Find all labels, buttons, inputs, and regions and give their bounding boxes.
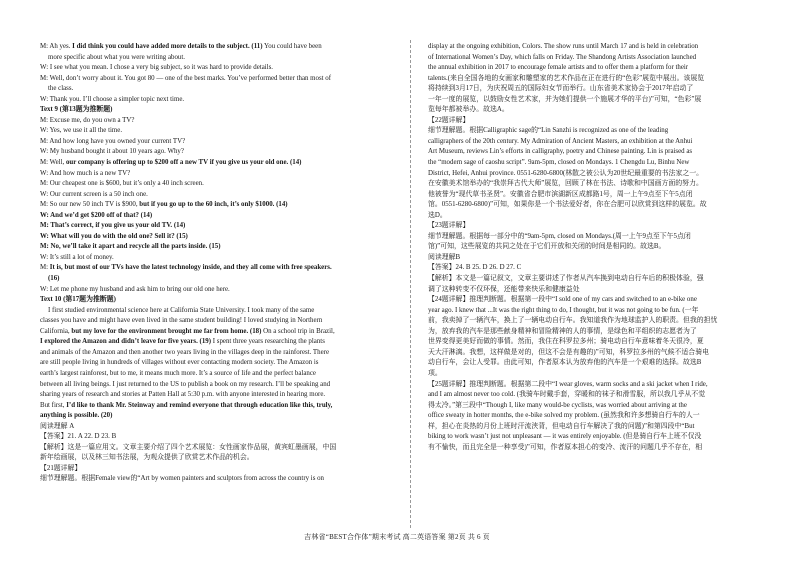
line-text: On a school trip in Brazil, xyxy=(261,327,335,335)
text-line xyxy=(40,74,392,85)
text-line xyxy=(428,105,758,116)
text-line xyxy=(428,74,758,85)
line-text: 【答案】24. B 25. D 26. D 27. C xyxy=(428,264,522,272)
line-text: 将持续到3月17日，为庆祝周五的国际妇女节而举行。山东省美术家协会于2017年启动了 xyxy=(428,85,694,93)
text-line xyxy=(428,232,758,243)
line-text: California, xyxy=(40,327,72,335)
text-line xyxy=(40,95,392,106)
line-text: 项。 xyxy=(428,369,442,377)
line-text: 在安徽美术馆举办的“我崇拜古代大师”展览，回顾了林在书法、诗歌和中国画方面的努力。 xyxy=(428,180,703,188)
line-text: M: Ah yes. xyxy=(40,43,73,50)
line-text: year ago. I knew that ...It was the right thing to do, I thought, but it was not going to be fun. (一年 xyxy=(428,306,699,314)
text-line xyxy=(428,95,758,106)
text-line xyxy=(40,358,392,369)
bold-text: I explored the Amazon and didn’t leave for five years. (19) xyxy=(40,338,212,346)
text-line xyxy=(40,158,392,169)
text-line xyxy=(40,380,392,391)
line-text: 细节理解题。根据Calligraphic sage的“Lin Sanzhi is recognized as one of the leading xyxy=(428,127,669,135)
line-text: Art Museum, reviews Lin’s efforts in calligraphy, poetry and Chinese painting. Lin is praised as xyxy=(428,148,693,156)
left-column xyxy=(40,42,392,485)
line-text: But first, xyxy=(40,401,67,409)
text-line xyxy=(428,274,758,285)
text-line xyxy=(428,337,758,348)
text-line xyxy=(40,453,392,464)
text-line xyxy=(40,116,392,127)
text-line xyxy=(40,137,392,148)
text-line xyxy=(40,390,392,401)
line-text: 得太冷。”第三段中“Though I, like many would-be cyclists, was worried about arriving at the xyxy=(428,401,687,409)
text-line xyxy=(40,337,392,348)
text-line xyxy=(40,63,392,74)
text-line xyxy=(428,295,758,306)
text-line xyxy=(428,42,758,53)
text-line xyxy=(428,211,758,222)
line-text: 【25题详解】推理判断题。根据第二段中“I wear gloves, warm socks and a ski jacket when I ride, xyxy=(428,380,708,388)
line-text: I first studied environmental science here at California State University. I took many of the same xyxy=(48,306,315,314)
text-line xyxy=(428,432,758,443)
line-text: 览每年都被举办。故选A。 xyxy=(428,106,509,114)
text-line xyxy=(428,411,758,422)
text-line xyxy=(40,422,392,433)
text-line xyxy=(428,390,758,401)
line-text: M: Well, don’t worry about it. You got 80 — one of the best marks. You’ve performed better than most of xyxy=(40,74,332,82)
text-line xyxy=(428,63,758,74)
line-text: 细节理解题。根据每一部分中的“9am-5pm, closed on Mondays.(周一上午9点至下午5点闭 xyxy=(428,232,691,240)
line-text: 【解析】这是一篇应用文。文章主要介绍了四个艺术展览：女性画家作品展，黄宾虹墨画展，中国 xyxy=(40,443,337,451)
line-text: 阅读理解B xyxy=(428,253,461,261)
line-text: 【21题详解】 xyxy=(40,464,82,472)
line-text: the annual exhibition in 2017 to encourage female artists and to offer them a platform for their xyxy=(428,64,689,72)
text-line xyxy=(40,42,392,53)
text-line xyxy=(40,169,392,180)
text-line xyxy=(40,464,392,475)
text-line xyxy=(428,380,758,391)
text-line xyxy=(428,316,758,327)
line-text: 天大汗淋漓。我想，这样做是对的，但这不会是有趣的)”可知，科罗拉多州的气候不适合骑电 xyxy=(428,348,709,356)
bold-text: (16) xyxy=(48,275,60,283)
text-line xyxy=(40,274,392,285)
line-text: 动自行车，会让人受罪。由此可知，作者原本认为放弃他的汽车是一个艰难的选择。故选B xyxy=(428,359,702,367)
line-text: the class. xyxy=(48,85,74,93)
bold-text: M: That’s correct, if you give us your old TV. (14) xyxy=(40,222,186,230)
line-text: the “modern sage of caoshu script”. 9am-5pm, closed on Mondays. 1 Chengdu Lu, Binhu New xyxy=(428,159,690,167)
text-line xyxy=(40,126,392,137)
text-line xyxy=(40,316,392,327)
text-line xyxy=(428,158,758,169)
line-text: 有不愉快，而且完全是一种享受)”可知，作者原本担心的变冷、流汗的问题几乎不存在，相 xyxy=(428,443,703,451)
line-text: W: Yes, we use it all the time. xyxy=(40,127,123,135)
line-text: W: I see what you mean. I chose a very big subject, so it was hard to provide details. xyxy=(40,64,274,72)
text-line xyxy=(428,443,758,454)
text-line xyxy=(428,126,758,137)
text-line xyxy=(428,348,758,359)
line-text: classes you have and might have even lived in the same student building! I loved studying in Northern xyxy=(40,317,323,325)
line-text: earth’s largest rainforest, but to me, it means much more. It’s a source of life and the perfect balance xyxy=(40,369,316,377)
text-line xyxy=(428,369,758,380)
line-text: 【答案】21. A 22. D 23. B xyxy=(40,433,117,441)
line-text: W: Let me phone my husband and ask him to bring our old one here. xyxy=(40,285,230,293)
text-line xyxy=(40,200,392,211)
text-line xyxy=(40,179,392,190)
text-line xyxy=(40,263,392,274)
line-text: 阅读理解 A xyxy=(40,422,75,430)
text-line xyxy=(40,327,392,338)
text-line xyxy=(40,147,392,158)
line-text: 【22题详解】 xyxy=(428,116,470,124)
text-line xyxy=(40,84,392,95)
text-line xyxy=(40,232,392,243)
line-text: W: And how much is a new TV? xyxy=(40,169,131,177)
text-line xyxy=(40,285,392,296)
text-line xyxy=(40,348,392,359)
text-line xyxy=(428,263,758,274)
line-text: 他被誉为“现代草书圣贤”。安徽省合肥市滨湖新区成都路1号，周一上午9点至下午5点闭 xyxy=(428,190,693,198)
text-line xyxy=(40,105,392,116)
line-text: W: Our current screen is a 50 inch one. xyxy=(40,190,148,198)
text-line xyxy=(40,211,392,222)
text-line xyxy=(428,221,758,232)
line-text: of International Women’s Day, which falls on Friday. The Shandong Artists Association launched xyxy=(428,53,697,61)
text-line xyxy=(40,190,392,201)
text-line xyxy=(40,401,392,412)
line-text: and animals of the Amazon and then another two years living in the villages deep in the rainforest. There xyxy=(40,348,329,356)
line-text: 世界变得更美好而做的事情。然而，我住在科罗拉多州；骑电动自行车意味着冬天很冷，夏 xyxy=(428,338,704,346)
bold-text: W: And we’d get $200 off of that? (14) xyxy=(40,211,153,219)
line-text: office sweaty in hotter months, the e-bike solved my problem. (虽然我和许多想骑自行车的人一 xyxy=(428,412,700,420)
bold-text: It is, but most of our TVs have the latest technology inside, and they all come with free speakers. xyxy=(49,264,332,272)
text-line xyxy=(428,53,758,64)
line-text: I spent three years researching the plants xyxy=(211,338,325,346)
text-line xyxy=(40,253,392,264)
line-text: You could have been xyxy=(262,43,322,50)
bold-text: Text 10 (第17题为推断题) xyxy=(40,296,116,304)
text-line xyxy=(428,253,758,264)
bold-text: Text 9 (第13题为推断题) xyxy=(40,106,113,114)
line-text: sharing years of research and stories at Patten Hall at 5:30 p.m. with anyone interested in hearing more. xyxy=(40,391,326,399)
text-line xyxy=(428,84,758,95)
text-line xyxy=(40,411,392,422)
page-footer: 吉林省“BEST合作体”期末考试 高二英语答案 第2页 共 6 页 xyxy=(304,533,490,541)
right-column xyxy=(428,42,758,453)
text-line xyxy=(428,147,758,158)
text-line xyxy=(40,53,392,64)
line-text: 【23题详解】 xyxy=(428,222,470,230)
line-text: M: Well, xyxy=(40,159,66,167)
line-text: 选D。 xyxy=(428,211,447,219)
text-line xyxy=(40,295,392,306)
text-line xyxy=(428,179,758,190)
text-line xyxy=(428,190,758,201)
text-line xyxy=(428,327,758,338)
line-text: M: xyxy=(40,264,50,272)
line-text: 【24题详解】推理判断题。根据第一段中“I sold one of my cars and switched to an e-bike one xyxy=(428,296,697,304)
line-text: 前，我卖掉了一辆汽车，换上了一辆电动自行车。我知道我作为地球监护人的职责。但我的担忧 xyxy=(428,317,718,325)
text-line xyxy=(428,285,758,296)
line-text: M: Excuse me, do you own a TV? xyxy=(40,116,135,124)
bold-text: M: No, we’ll take it apart and recycle all the parts inside. (15) xyxy=(40,243,221,251)
line-text: 为，放弃我的汽车是那些献身精神和冒险精神的人的事情，是绿色和平组织的志愿者为了 xyxy=(428,327,697,335)
line-text: 细节理解题。根据Female view的“Art by women painters and sculptors from across the country is on xyxy=(40,475,324,483)
text-line xyxy=(428,306,758,317)
bold-text: W: What will you do with the old one? Sell it? (15) xyxy=(40,232,188,240)
line-text: are still people living in hundreds of villages without ever contacting modern society. The Amazon is xyxy=(40,359,319,367)
text-line xyxy=(428,358,758,369)
line-text: 【解析】本文是一篇记叙文，文章主要讲述了作者从汽车换到电动自行车后的积极体验，强 xyxy=(428,275,704,283)
bold-text: I’d like to thank Mr. Steinway and remind everyone that through education like this, truly, xyxy=(66,401,333,409)
line-text: M: Our cheapest one is $600, but it’s only a 40 inch screen. xyxy=(40,180,204,188)
text-line xyxy=(428,169,758,180)
bold-text: but if you go up to the 60 inch, it’s only $1000. (14) xyxy=(139,201,288,209)
line-text: display at the ongoing exhibition, Colors. The show runs until March 17 and is held in celebration xyxy=(428,43,699,50)
text-line xyxy=(428,116,758,127)
text-line xyxy=(40,443,392,454)
line-text: 馆。0551-6280-6800)”可知，如果你是一个书法爱好者，你在合肥可以欣赏到这样的展览。故 xyxy=(428,201,707,209)
text-line xyxy=(40,474,392,485)
bold-text: our company is offering up to $200 off a new TV if you give us your old one. (14) xyxy=(65,159,302,167)
text-line xyxy=(428,401,758,412)
line-text: biking to work wasn’t just not unpleasant — it was entirely enjoyable. (但是骑自行车上班不仅没 xyxy=(428,433,702,441)
line-text: 调了这种转变不仅环保，还能带来快乐和健康益处 xyxy=(428,285,580,293)
text-line xyxy=(428,422,758,433)
bold-text: anything is possible. (20) xyxy=(40,412,113,420)
line-text: 新年绘画展，以及林三知书法展，为观众提供了欣赏艺术作品的机会。 xyxy=(40,454,254,462)
line-text: between all living beings. I just returned to the US to publish a book on my research. I’ll be speaking and xyxy=(40,380,331,388)
line-text: M: So our new 50 inch TV is $900, xyxy=(40,201,140,209)
text-line xyxy=(428,242,758,253)
line-text: calligraphers of the 20th century. My Admiration of Ancient Masters, an exhibition at the Anhui xyxy=(428,137,693,145)
line-text: talents.(来自全国各地的女画家和雕塑家的艺术作品在正在进行的“色彩”展览中展出。该展览 xyxy=(428,74,705,82)
bold-text: but my love for the environment brought me far from home. (18) xyxy=(71,327,262,335)
line-text: more specific about what you were writing about. xyxy=(48,53,186,61)
line-text: District, Hefei, Anhui province. 0551-6280-6800(林散之被公认为20世纪最重要的书法家之一。 xyxy=(428,169,704,177)
line-text: M: And how long have you owned your current TV? xyxy=(40,137,186,145)
line-text: and I am almost never too cold. (我骑车时戴手套，穿暖和的袜子和滑雪服，所以我几乎从不觉 xyxy=(428,391,706,399)
line-text: 一年一度的展览，以鼓励女性艺术家，并为她们提供一个施展才华的平台)”可知，“色彩”展 xyxy=(428,95,702,103)
bold-text: I did think you could have added more details to the subject. (11) xyxy=(72,43,263,50)
column-divider xyxy=(410,40,411,528)
text-line xyxy=(40,242,392,253)
text-line xyxy=(40,369,392,380)
text-line xyxy=(40,221,392,232)
line-text: W: Thank you. I’ll choose a simpler topic next time. xyxy=(40,95,185,103)
text-line xyxy=(428,200,758,211)
text-line xyxy=(428,137,758,148)
text-line xyxy=(40,432,392,443)
line-text: W: It’s still a lot of money. xyxy=(40,253,114,261)
text-line xyxy=(40,306,392,317)
line-text: 样，担心在炎热的月份上班时汗流浃背，但电动自行车解决了我的问题)”和第四段中“But xyxy=(428,422,695,430)
line-text: 馆)”可知，这些展览的共同之处在于它们开放和关闭的时间是相同的。故选B。 xyxy=(428,243,666,251)
line-text: W: My husband bought it about 10 years ago. Why? xyxy=(40,148,184,156)
